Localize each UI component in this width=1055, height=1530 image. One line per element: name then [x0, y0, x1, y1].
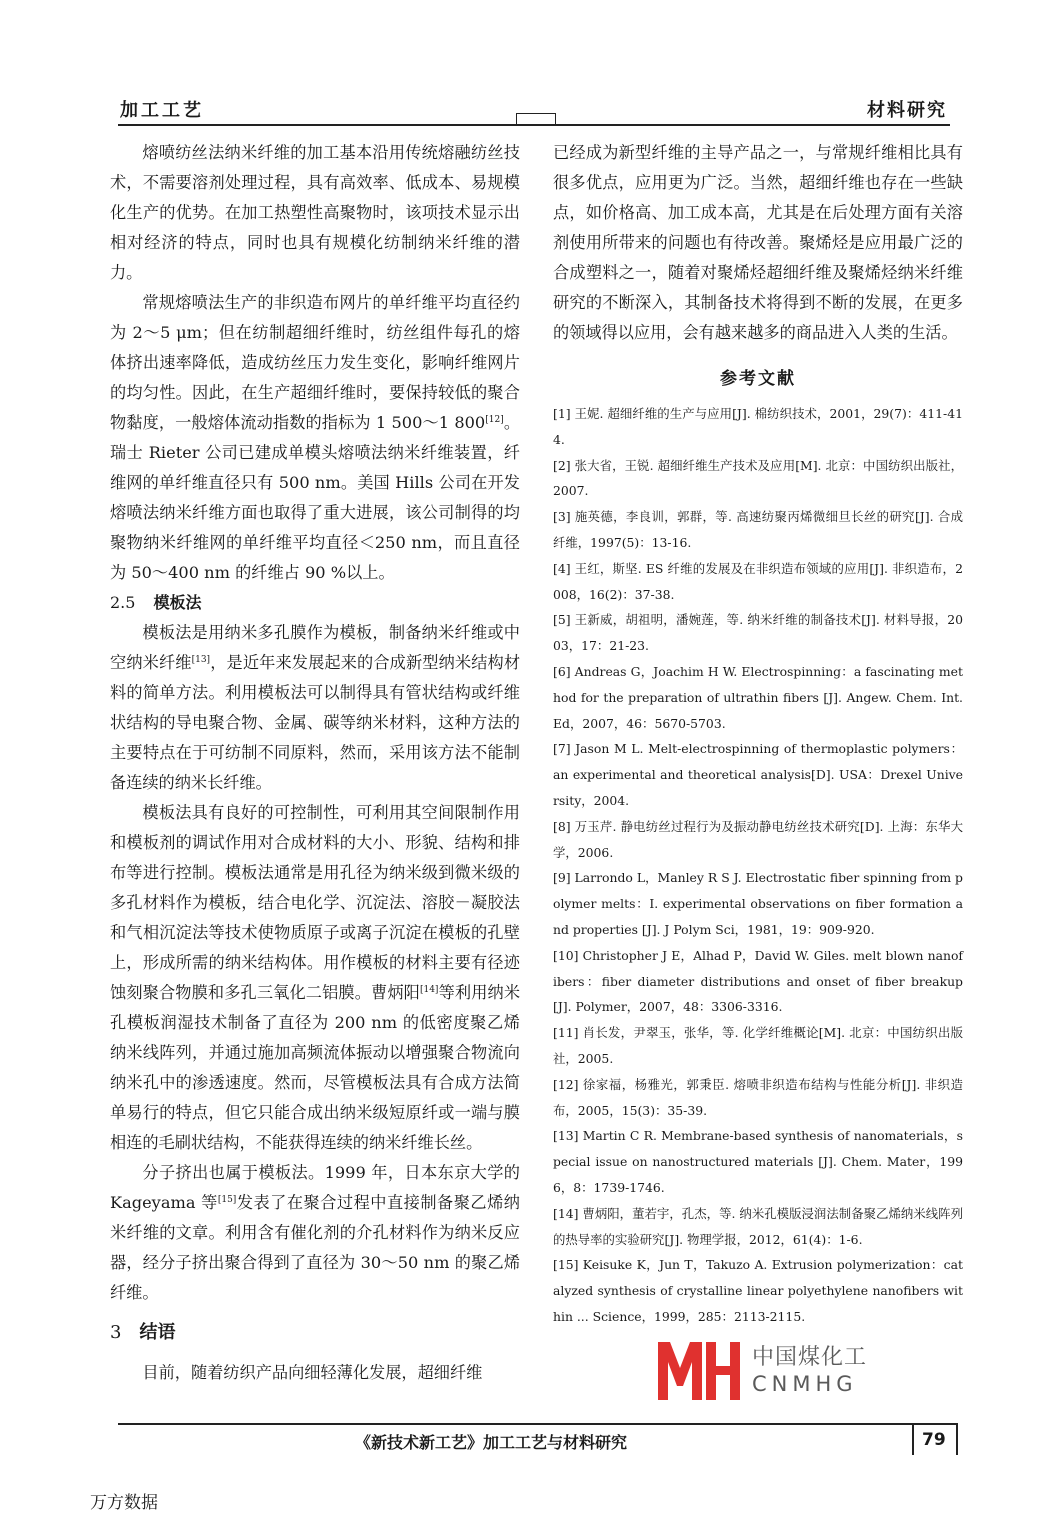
paragraph-conclusion-start: 目前，随着纺织产品向细轻薄化发展，超细纤维 — [142, 1363, 483, 1382]
footer-journal: 《新技术新工艺》加工工艺与材料研究 — [355, 1433, 628, 1452]
reference-item: [7] Jason M L. Melt-electrospinning of thermoplastic polymers：an experimental and theoretical analysis[D]. USA：Drexel University，2004. — [553, 741, 963, 808]
reference-item: [15] Keisuke K，Jun T，Takuzo A. Extrusion polymerization：catalyzed synthesis of crystalline linear polyethylene nanofibers within ... Science，1999，285：2113-2115. — [553, 1257, 963, 1324]
section-heading-3 — [110, 1318, 520, 1348]
reference-item: [13] Martin C R. Membrane-based synthesis of nanomaterials，special issue on nanostructured materials [J]. Chem. Mater，1996，8：1739-1746. — [553, 1128, 963, 1195]
reference-item: [8] 万玉芹. 静电纺丝过程行为及振动静电纺丝技术研究[D]. 上海：东华大学，2006. — [553, 818, 963, 860]
citation: [14] — [419, 985, 439, 995]
watermark-mh-icon — [656, 1338, 742, 1402]
reference-list — [553, 401, 963, 1330]
reference-item: [4] 王红，斯坚. ES 纤维的发展及在非织造布领域的应用[J]. 非织造布，2008，16(2)：37-38. — [553, 560, 963, 602]
paragraph-melt-blown-detail — [110, 288, 520, 588]
source-watermark: 万方数据 — [90, 1493, 158, 1513]
paragraph-text: ，是近年来发展起来的合成新型纳米结构材料的简单方法。利用模板法可以制得具有管状结构或纤维状结构的导电聚合物、金属、碳等纳米材料，这种方法的主要特点在于可纺制不同原料，然而，采用该方法不能制备连续的纳米长纤维。 — [110, 653, 521, 792]
paragraph-text: 。瑞士 Rieter 公司已建成单模头熔喷法纳米纤维装置，纤维网的单纤维直径只有 500 nm。美国 Hills 公司在开发熔喷法纳米纤维方面也取得了重大进展，该公司制得的均聚物纳米纤维网的单纤维平均直径＜250 nm，而且直径为 50～400 nm 的纤维占 90 %以上。 — [110, 413, 521, 582]
reference-item: [2] 张大省，王锐. 超细纤维生产技术及应用[M]. 北京：中国纺织出版社，2007. — [553, 457, 963, 499]
paragraph-text: 发表了在聚合过程中直接制备聚乙烯纳米纤维的文章。利用含有催化剂的介孔材料作为纳米反应器，经分子挤出聚合得到了直径为 30～50 nm 的聚乙烯纤维。 — [110, 1193, 520, 1302]
paragraph-melt-blown: 熔喷纺丝法纳米纤维的加工基本沿用传统熔融纺丝技术，不需要溶剂处理过程，具有高效率、低成本、易规模化生产的优势。在加工热塑性高聚物时，该项技术显示出相对经济的特点，同时也具有规模化纺制纳米纤维的潜力。 — [110, 143, 520, 282]
citation: [13] — [191, 655, 211, 665]
reference-item: [5] 王新威，胡祖明，潘婉莲，等. 纳米纤维的制备技术[J]. 材料导报，2003，17：21-23. — [553, 612, 963, 654]
reference-item: [14] 曹炳阳，董若宇，孔杰，等. 纳米孔模版浸润法制备聚乙烯纳米线阵列的热导率的实验研究[J]. 物理学报，2012，61(4)：1-6. — [553, 1205, 963, 1247]
citation: [12] — [485, 415, 504, 425]
section-title: 模板法 — [153, 593, 202, 612]
paragraph-conclusion-cont: 已经成为新型纤维的主导产品之一，与常规纤维相比具有很多优点，应用更为广泛。当然，超细纤维也存在一些缺点，如价格高、加工成本高，尤其是在后处理方面有关溶剂使用所带来的问题也有待改善。聚烯烃是应用最广泛的合成塑料之一，随着对聚烯烃超细纤维及聚烯烃纳米纤维研究的不断深入，其制备技术将得到不断的发展，在更多的领域得以应用，会有越来越多的商品进入人类的生活。 — [553, 143, 963, 342]
footer-rule — [118, 1423, 918, 1425]
reference-item: [1] 王妮. 超细纤维的生产与应用[J]. 棉纺织技术，2001，29(7)：411-414. — [553, 406, 963, 447]
header-rule — [118, 124, 950, 126]
running-header-section: 加工工艺 — [120, 100, 204, 121]
paragraph-text: 模板法是用纳米多孔膜作为模板，制备纳米纤维或中空纳米纤维 — [110, 623, 520, 672]
page-number-tick — [912, 1425, 914, 1455]
page-number: 79 — [922, 1430, 946, 1450]
references-title: 参考文献 — [720, 369, 796, 389]
citation: [15] — [217, 1195, 237, 1205]
reference-item: [10] Christopher J E，Alhad P，David W. Giles. melt blown nanofibers：fiber diameter distributions and onset of fiber breakup [J]. Polymer，2007，48：3306-3316. — [553, 947, 963, 1015]
reference-item: [12] 徐家福，杨雅光，郭秉臣. 熔喷非织造布结构与性能分析[J]. 非织造布，2005，15(3)：35-39. — [553, 1076, 963, 1118]
reference-item: [3] 施英德，李良训，郭群，等. 高速纺聚丙烯微细旦长丝的研究[J]. 合成纤维，1997(5)：13-16. — [553, 509, 963, 550]
left-column — [110, 138, 520, 1388]
reference-item: [11] 肖长发，尹翠玉，张华，等. 化学纤维概论[M]. 北京：中国纺织出版社，2005. — [553, 1025, 963, 1066]
paragraph-text: 常规熔喷法生产的非织造布网片的单纤维平均直径约为 2～5 μm；但在纺制超细纤维时，纺丝组件每孔的熔体挤出速率降低，造成纺丝压力发生变化，影响纤维网片的均匀性。因此，在生产超细纤维时，要保持较低的聚合物黏度，一般熔体流动指数的指标为 1 500～1 800 — [110, 293, 520, 432]
paragraph-text: 分子挤出也属于模板法。1999 年，日本东京大学的 Kageyama 等 — [110, 1163, 520, 1212]
right-column — [553, 138, 963, 1330]
section-number: 2.5 — [110, 593, 136, 612]
reference-item: [6] Andreas G，Joachim H W. Electrospinning：a fascinating method for the preparation of ultrathin fibers [J]. Angew. Chem. Int. Ed，2007，46：5670-5703. — [553, 663, 963, 731]
watermark-en-text: CNMHG — [752, 1372, 858, 1396]
section-title: 结语 — [139, 1322, 176, 1343]
reference-item: [9] Larrondo L，Manley R S J. Electrostatic fiber spinning from polymer melts：I. experimental observations on fiber formation and properties [J]. J Polym Sci，1981，19：909-920. — [553, 870, 963, 937]
header-ornament — [516, 113, 556, 124]
paragraph-text: 模板法具有良好的可控制性，可利用其空间限制作用和模板剂的调试作用对合成材料的大小、形貌、结构和排布等进行控制。模板法通常是用孔径为纳米级到微米级的多孔材料作为模板，结合电化学、沉淀法、溶胶－凝胶法和气相沉淀法等技术使物质原子或离子沉淀在模板的孔壁上，形成所需的纳米结构体。用作模板的材料主要有径迹蚀刻聚合物膜和多孔三氧化二铝膜。曹炳阳 — [110, 803, 520, 1002]
paragraph-template-control — [110, 798, 520, 1158]
section-heading-2-5 — [110, 588, 520, 618]
paragraph-text: 等利用纳米孔模板润湿技术制备了直径为 200 nm 的低密度聚乙烯纳米线阵列，并通过施加高频流体振动以增强聚合物流向纳米孔中的渗透速度。然而，尽管模板法具有合成方法简单易行的特点，但它只能合成出纳米级短原纤或一端与膜相连的毛刷状结构，不能获得连续的纳米纤维长丝。 — [110, 983, 521, 1152]
section-number: 3 — [110, 1322, 122, 1343]
watermark-logo — [652, 1338, 902, 1402]
running-header-category: 材料研究 — [867, 100, 947, 121]
watermark-cn-text: 中国煤化工 — [752, 1345, 868, 1370]
paragraph-molecular-extrusion — [110, 1158, 520, 1308]
paragraph-template-method — [110, 618, 520, 798]
